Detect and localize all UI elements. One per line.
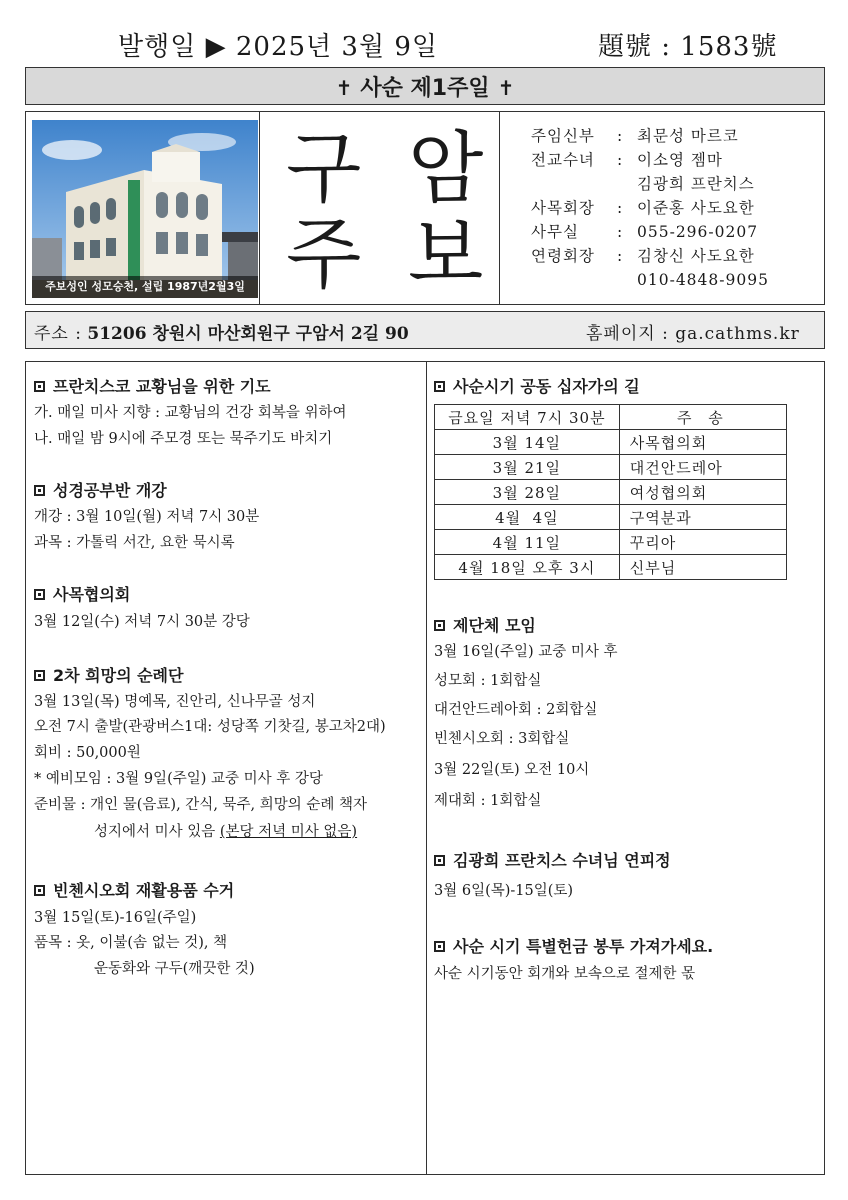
publish-date: 발행일 ▶ 2025년 3월 9일 [118, 32, 439, 62]
stations-table [434, 404, 787, 580]
section-title-text: 프란치스코 교황님을 위한 기도 [53, 377, 271, 396]
homepage: 홈페이지 : ga.cathms.kr [586, 324, 800, 344]
section-title-bible [34, 478, 167, 501]
section-title-text: 사순 시기 특별헌금 봉투 가져가세요. [453, 937, 714, 956]
title-char-2: 암 [408, 124, 484, 214]
table-cell-group: 사목협의회 [619, 430, 786, 455]
altar-line: 제대회 : 1회합실 [434, 793, 542, 809]
address [34, 319, 409, 344]
section-square-icon [434, 620, 445, 631]
section-title-text: 2차 희망의 순례단 [53, 666, 184, 685]
staff-name: 010-4848-9095 [637, 271, 769, 289]
masthead [25, 111, 825, 305]
section-title-text: 김광희 프란치스 수녀님 연피정 [453, 851, 671, 870]
altar-line: 성모회 : 1회합실 [434, 673, 542, 689]
altar-line: 대건안드레아회 : 2회합실 [434, 702, 598, 718]
table-cell-group: 꾸리아 [619, 530, 786, 555]
staff-sep [617, 268, 637, 292]
staff-row [531, 148, 769, 172]
section-title-offering [434, 934, 713, 957]
prayer-line: 나. 매일 밤 9시에 주모경 또는 묵주기도 바치기 [34, 431, 333, 447]
table-header-row [435, 405, 787, 430]
bible-line: 개강 : 3월 10일(월) 저녁 7시 30분 [34, 509, 260, 525]
staff-row [531, 196, 769, 220]
banner-title: 사순 제1주일 [360, 75, 490, 101]
photo-caption: 주보성인 성모승천, 설립 1987년2월3일 [32, 276, 258, 298]
address-value: 51206 창원시 마산회원구 구암서 2길 90 [87, 324, 409, 344]
column-divider [426, 362, 427, 1174]
staff-sep: : [617, 199, 624, 217]
table-cell-date: 4월 11일 [435, 530, 620, 555]
section-square-icon [434, 381, 445, 392]
staff-sep [617, 172, 637, 196]
table-cell-date: 3월 28일 [435, 480, 620, 505]
vincent-line: 3월 15일(토)-16일(주일) [34, 910, 197, 926]
cross-right-icon: ✝ [497, 75, 515, 100]
banner-title-wrap [328, 71, 523, 102]
altar-line: 3월 22일(토) 오전 10시 [434, 762, 590, 778]
staff-role [531, 172, 617, 196]
staff-name: 이준홍 사도요한 [637, 199, 755, 217]
staff-sep: : [617, 223, 624, 241]
section-square-icon [34, 589, 45, 600]
section-title-stations [434, 374, 640, 397]
pilgrimage-line: 준비물 : 개인 물(음료), 간식, 묵주, 희망의 순례 책자 [34, 797, 368, 813]
table-cell-date: 4월 4일 [435, 505, 620, 530]
section-title-altar [434, 613, 536, 636]
liturgical-banner [25, 67, 825, 105]
section-title-council [34, 582, 130, 605]
staff-row [531, 124, 769, 148]
section-square-icon [34, 485, 45, 496]
section-title-vincent [34, 878, 234, 901]
masthead-divider [499, 112, 500, 304]
masthead-divider [259, 112, 260, 304]
pilgrimage-line: 회비 : 50,000원 [34, 745, 141, 761]
section-title-text: 빈첸시오회 재활용품 수거 [53, 881, 235, 900]
table-header-cell: 금요일 저녁 7시 30분 [435, 405, 620, 430]
content-area [25, 361, 825, 1175]
vincent-line: 운동화와 구두(깨끗한 것) [94, 961, 255, 977]
staff-row [531, 172, 769, 196]
staff-name: 김창신 사도요한 [637, 247, 755, 265]
table-cell-group: 신부님 [619, 555, 786, 580]
council-line: 3월 12일(수) 저녁 7시 30분 강당 [34, 614, 250, 630]
prayer-line: 가. 매일 미사 지향 : 교황님의 건강 회복을 위하여 [34, 405, 347, 421]
title-char-4: 보 [408, 210, 484, 300]
publication-line [0, 22, 848, 62]
offering-line: 사순 시기동안 회개와 보속으로 절제한 몫 [434, 966, 696, 982]
staff-role: 전교수녀 [531, 151, 595, 169]
section-title-prayer [34, 374, 271, 397]
staff-role: 사목회장 [531, 199, 595, 217]
pilgrimage-line: * 예비모임 : 3월 9일(주일) 교중 미사 후 강당 [34, 771, 323, 787]
table-row [435, 555, 787, 580]
section-title-text: 제단체 모임 [453, 616, 536, 635]
title-char-1: 구 [286, 124, 362, 214]
staff-sep: : [617, 247, 624, 265]
issue-number: 題號 : 1583號 [598, 32, 778, 62]
section-square-icon [434, 855, 445, 866]
staff-name: 김광희 프란치스 [637, 175, 755, 193]
section-title-text: 사목협의회 [53, 585, 131, 604]
church-photo [32, 120, 258, 298]
table-cell-group: 구역분과 [619, 505, 786, 530]
staff-role: 주임신부 [531, 127, 595, 145]
staff-name: 이소영 젬마 [637, 151, 723, 169]
section-title-pilgrimage [34, 663, 183, 686]
table-row [435, 455, 787, 480]
address-label: 주소 : [34, 324, 82, 344]
table-cell-date: 3월 21일 [435, 455, 620, 480]
pilgrimage-no-mass-note: (본당 저녁 미사 없음) [219, 824, 358, 840]
table-cell-group: 대건안드레아 [619, 455, 786, 480]
staff-list [531, 124, 769, 292]
table-cell-group: 여성협의회 [619, 480, 786, 505]
staff-sep: : [617, 127, 624, 145]
staff-sep: : [617, 151, 624, 169]
staff-row [531, 268, 769, 292]
table-cell-date: 4월 18일 오후 3시 [435, 555, 620, 580]
staff-role: 연령회장 [531, 247, 595, 265]
title-char-3: 주 [286, 210, 362, 300]
section-title-text: 성경공부반 개강 [53, 481, 167, 500]
cross-left-icon: ✝ [335, 75, 353, 100]
church-building-image [32, 120, 258, 298]
section-title-text: 사순시기 공동 십자가의 길 [453, 377, 640, 396]
pilgrimage-line: 오전 7시 출발(관광버스1대: 성당쪽 기찻길, 봉고차2대) [34, 719, 386, 735]
section-square-icon [34, 381, 45, 392]
staff-row [531, 220, 769, 244]
bible-line: 과목 : 가톨릭 서간, 요한 묵시록 [34, 535, 235, 551]
table-header-cell: 주 송 [619, 405, 786, 430]
address-bar [25, 311, 825, 349]
table-row [435, 480, 787, 505]
altar-line: 3월 16일(주일) 교중 미사 후 [434, 644, 618, 660]
section-square-icon [34, 885, 45, 896]
pilgrimage-mass-note: 성지에서 미사 있음 [94, 824, 220, 840]
sister-line: 3월 6일(목)-15일(토) [434, 883, 574, 899]
staff-name: 최문성 마르코 [637, 127, 739, 145]
section-title-sister [434, 848, 671, 871]
vincent-line: 품목 : 옷, 이불(솜 없는 것), 책 [34, 935, 228, 951]
section-square-icon [34, 670, 45, 681]
staff-row [531, 244, 769, 268]
table-row [435, 505, 787, 530]
pilgrimage-line [94, 820, 357, 841]
table-cell-date: 3월 14일 [435, 430, 620, 455]
table-row [435, 530, 787, 555]
table-row [435, 430, 787, 455]
altar-line: 빈첸시오회 : 3회합실 [434, 731, 570, 747]
staff-role [531, 268, 617, 292]
staff-role: 사무실 [531, 223, 579, 241]
staff-name: 055-296-0207 [637, 223, 759, 241]
section-square-icon [434, 941, 445, 952]
pilgrimage-line: 3월 13일(목) 명예목, 진안리, 신나무골 성지 [34, 694, 316, 710]
